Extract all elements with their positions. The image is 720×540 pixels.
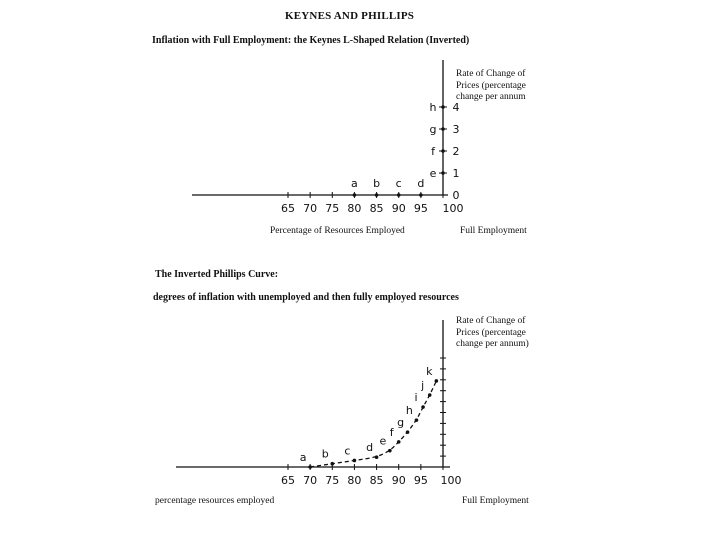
chart2-point-label: g xyxy=(397,416,405,430)
chart1-point-label: e xyxy=(429,167,437,180)
chart2-x-axis-label: percentage resources employed xyxy=(155,496,275,506)
chart1-x-tick-label: 85 xyxy=(369,202,384,215)
chart2-x-tick-label: 100 xyxy=(440,474,462,487)
chart2-x-tick-label: 65 xyxy=(281,474,295,487)
chart2-full-employment-label: Full Employment xyxy=(462,496,529,506)
chart1-y-tick-label: 2 xyxy=(452,145,460,158)
chart1-x-tick-label: 95 xyxy=(413,202,428,215)
chart2-point-label: c xyxy=(344,444,351,458)
chart2-x-tick-label: 80 xyxy=(347,474,362,487)
chart1-y-tick-label: 0 xyxy=(452,189,460,202)
chart2-point-label: a xyxy=(299,451,307,464)
chart1-y-tick-label: 3 xyxy=(452,123,460,136)
chart2-point-label: d xyxy=(366,441,374,455)
chart1-point-label: g xyxy=(429,123,437,136)
chart1-x-tick-label: 70 xyxy=(303,202,318,215)
chart1-point-label: c xyxy=(395,177,402,190)
chart2-point-e xyxy=(388,449,392,453)
chart2-point-f xyxy=(397,440,401,444)
chart1-y-tick-label: 1 xyxy=(452,167,460,180)
chart2-point-c xyxy=(353,459,357,463)
chart1-x-tick-label: 65 xyxy=(281,202,295,215)
chart1-x-tick-label: 80 xyxy=(347,202,362,215)
chart2-point-label: h xyxy=(405,404,413,418)
chart2-point-label: f xyxy=(389,425,394,439)
chart2-x-tick-label: 95 xyxy=(413,474,428,487)
chart2-point-label: k xyxy=(426,364,433,378)
chart1-x-tick-label: 75 xyxy=(325,202,340,215)
chart2-point-j xyxy=(428,393,432,397)
chart2-x-tick-label: 90 xyxy=(391,474,406,487)
chart2-point-label: i xyxy=(414,391,418,405)
chart2-point-d xyxy=(375,455,379,459)
chart2-x-tick-label: 85 xyxy=(369,474,384,487)
chart2-point-k xyxy=(435,379,439,383)
chart1-x-axis-label: Percentage of Resources Employed xyxy=(270,226,405,236)
chart1-point-label: a xyxy=(351,177,358,190)
chart2-point-label: b xyxy=(321,447,329,461)
chart2-title: The Inverted Phillips Curve: xyxy=(155,269,279,280)
chart2-y-axis-label: Rate of Change of Prices (percentage change per annum) xyxy=(456,316,529,349)
chart1-title: Inflation with Full Employment: the Keynes L-Shaped Relation (Inverted) xyxy=(152,35,470,46)
chart2-x-tick-label: 70 xyxy=(303,474,318,487)
chart2-point-label: j xyxy=(421,379,425,393)
chart1-full-employment-label: Full Employment xyxy=(460,226,527,236)
chart2-point-label: e xyxy=(379,434,387,448)
page-title: KEYNES AND PHILLIPS xyxy=(285,10,415,22)
chart2-subtitle: degrees of inflation with unemployed and then fully employed resources xyxy=(153,292,459,303)
chart1-y-axis-label: Rate of Change of Prices (percentage change per annum xyxy=(456,69,526,102)
chart1-point-label: h xyxy=(429,101,437,114)
chart2-point-h xyxy=(415,418,419,422)
chart1-point-label: b xyxy=(373,177,381,190)
chart2-x-tick-label: 75 xyxy=(325,474,340,487)
chart1-x-tick-label: 90 xyxy=(391,202,406,215)
chart2-point-b xyxy=(330,462,334,466)
chart1-point-label: f xyxy=(431,145,435,158)
chart2-point-a xyxy=(308,465,312,469)
chart1-x-tick-label: 100 xyxy=(442,202,464,215)
chart2-point-i xyxy=(421,405,425,409)
chart2-point-g xyxy=(406,430,410,434)
chart1-point-label: d xyxy=(417,177,425,190)
chart1-y-tick-label: 4 xyxy=(452,101,460,114)
